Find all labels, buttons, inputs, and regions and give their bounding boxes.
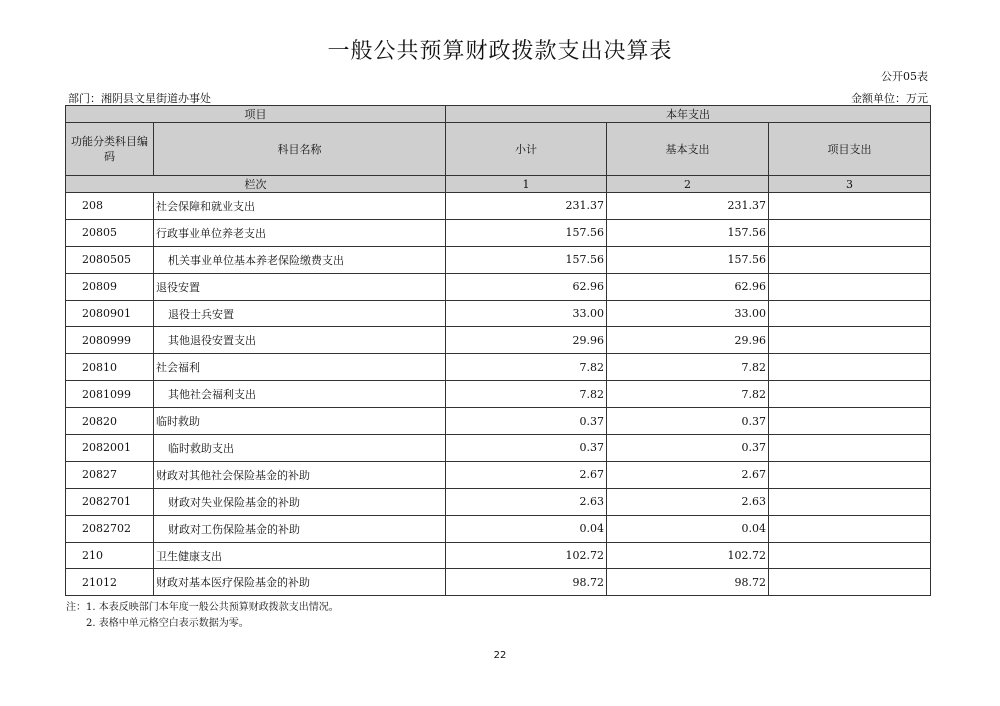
row-subtotal: 7.82 (446, 381, 607, 408)
header-code: 功能分类科目编码 (66, 123, 154, 176)
row-subtotal: 2.67 (446, 461, 607, 488)
row-code: 20809 (66, 273, 154, 300)
row-subtotal: 231.37 (446, 193, 607, 220)
header-col1: 1 (446, 176, 607, 193)
header-row-top (66, 106, 931, 123)
table-row (66, 461, 931, 488)
header-col3: 3 (769, 176, 931, 193)
header-current-year: 本年支出 (446, 106, 931, 123)
table-row (66, 300, 931, 327)
table-row (66, 381, 931, 408)
form-number: 公开05表 (881, 70, 928, 83)
row-subtotal: 29.96 (446, 327, 607, 354)
row-project (769, 408, 931, 435)
row-basic: 102.72 (607, 542, 769, 569)
row-code: 20810 (66, 354, 154, 381)
header-lanci: 栏次 (66, 176, 446, 193)
header-item: 项目 (66, 106, 446, 123)
page-number: 22 (493, 650, 507, 661)
row-project (769, 569, 931, 596)
row-code: 20820 (66, 408, 154, 435)
row-subtotal: 98.72 (446, 569, 607, 596)
row-subtotal: 0.04 (446, 515, 607, 542)
row-basic: 7.82 (607, 381, 769, 408)
row-project (769, 219, 931, 246)
row-name: 临时救助支出 (154, 435, 446, 462)
row-project (769, 327, 931, 354)
header-basic: 基本支出 (607, 123, 769, 176)
row-project (769, 193, 931, 220)
table-row (66, 569, 931, 596)
row-basic: 231.37 (607, 193, 769, 220)
row-project (769, 488, 931, 515)
table-row (66, 515, 931, 542)
row-subtotal: 7.82 (446, 354, 607, 381)
table-notes (66, 600, 339, 632)
row-name: 退役安置 (154, 273, 446, 300)
header-row-lanci (66, 176, 931, 193)
row-basic: 29.96 (607, 327, 769, 354)
row-name: 临时救助 (154, 408, 446, 435)
header-col2: 2 (607, 176, 769, 193)
row-code: 2082701 (66, 488, 154, 515)
row-code: 2081099 (66, 381, 154, 408)
row-basic: 0.04 (607, 515, 769, 542)
row-basic: 0.37 (607, 408, 769, 435)
amount-unit-label: 金额单位：万元 (851, 92, 928, 105)
row-project (769, 542, 931, 569)
table-row (66, 488, 931, 515)
header-project: 项目支出 (769, 123, 931, 176)
row-basic: 157.56 (607, 219, 769, 246)
row-name: 其他退役安置支出 (154, 327, 446, 354)
row-name: 其他社会福利支出 (154, 381, 446, 408)
row-basic: 62.96 (607, 273, 769, 300)
row-name: 社会福利 (154, 354, 446, 381)
row-name: 财政对其他社会保险基金的补助 (154, 461, 446, 488)
row-name: 财政对工伤保险基金的补助 (154, 515, 446, 542)
row-name: 社会保障和就业支出 (154, 193, 446, 220)
table-row (66, 408, 931, 435)
row-code: 2082702 (66, 515, 154, 542)
row-subtotal: 102.72 (446, 542, 607, 569)
table-row (66, 219, 931, 246)
row-code: 2082001 (66, 435, 154, 462)
table-row (66, 542, 931, 569)
row-code: 2080505 (66, 246, 154, 273)
expenditure-table (65, 105, 931, 596)
header-name: 科目名称 (154, 123, 446, 176)
row-subtotal: 157.56 (446, 219, 607, 246)
table-row (66, 354, 931, 381)
row-subtotal: 0.37 (446, 435, 607, 462)
table-row (66, 273, 931, 300)
row-subtotal: 33.00 (446, 300, 607, 327)
row-basic: 0.37 (607, 435, 769, 462)
row-basic: 2.63 (607, 488, 769, 515)
row-code: 2080901 (66, 300, 154, 327)
row-basic: 2.67 (607, 461, 769, 488)
row-basic: 98.72 (607, 569, 769, 596)
row-code: 2080999 (66, 327, 154, 354)
row-project (769, 515, 931, 542)
note-2: 2. 表格中单元格空白表示数据为零。 (86, 618, 249, 629)
row-name: 退役士兵安置 (154, 300, 446, 327)
row-project (769, 435, 931, 462)
row-project (769, 381, 931, 408)
row-basic: 7.82 (607, 354, 769, 381)
row-name: 机关事业单位基本养老保险缴费支出 (154, 246, 446, 273)
department-label: 部门：湘阴县文星街道办事处 (68, 92, 211, 105)
row-project (769, 273, 931, 300)
row-project (769, 300, 931, 327)
row-project (769, 354, 931, 381)
table-row (66, 193, 931, 220)
row-project (769, 461, 931, 488)
row-subtotal: 157.56 (446, 246, 607, 273)
table-row (66, 246, 931, 273)
note-1: 注：1. 本表反映部门本年度一般公共预算财政拨款支出情况。 (66, 602, 339, 613)
row-subtotal: 2.63 (446, 488, 607, 515)
row-code: 21012 (66, 569, 154, 596)
table-row (66, 327, 931, 354)
header-subtotal: 小计 (446, 123, 607, 176)
row-code: 20805 (66, 219, 154, 246)
row-subtotal: 62.96 (446, 273, 607, 300)
row-basic: 33.00 (607, 300, 769, 327)
row-name: 财政对失业保险基金的补助 (154, 488, 446, 515)
row-name: 卫生健康支出 (154, 542, 446, 569)
row-subtotal: 0.37 (446, 408, 607, 435)
page-title: 一般公共预算财政拨款支出决算表 (327, 39, 673, 64)
header-row-columns (66, 123, 931, 176)
table-row (66, 435, 931, 462)
row-project (769, 246, 931, 273)
row-basic: 157.56 (607, 246, 769, 273)
row-name: 财政对基本医疗保险基金的补助 (154, 569, 446, 596)
row-name: 行政事业单位养老支出 (154, 219, 446, 246)
row-code: 208 (66, 193, 154, 220)
row-code: 20827 (66, 461, 154, 488)
row-code: 210 (66, 542, 154, 569)
